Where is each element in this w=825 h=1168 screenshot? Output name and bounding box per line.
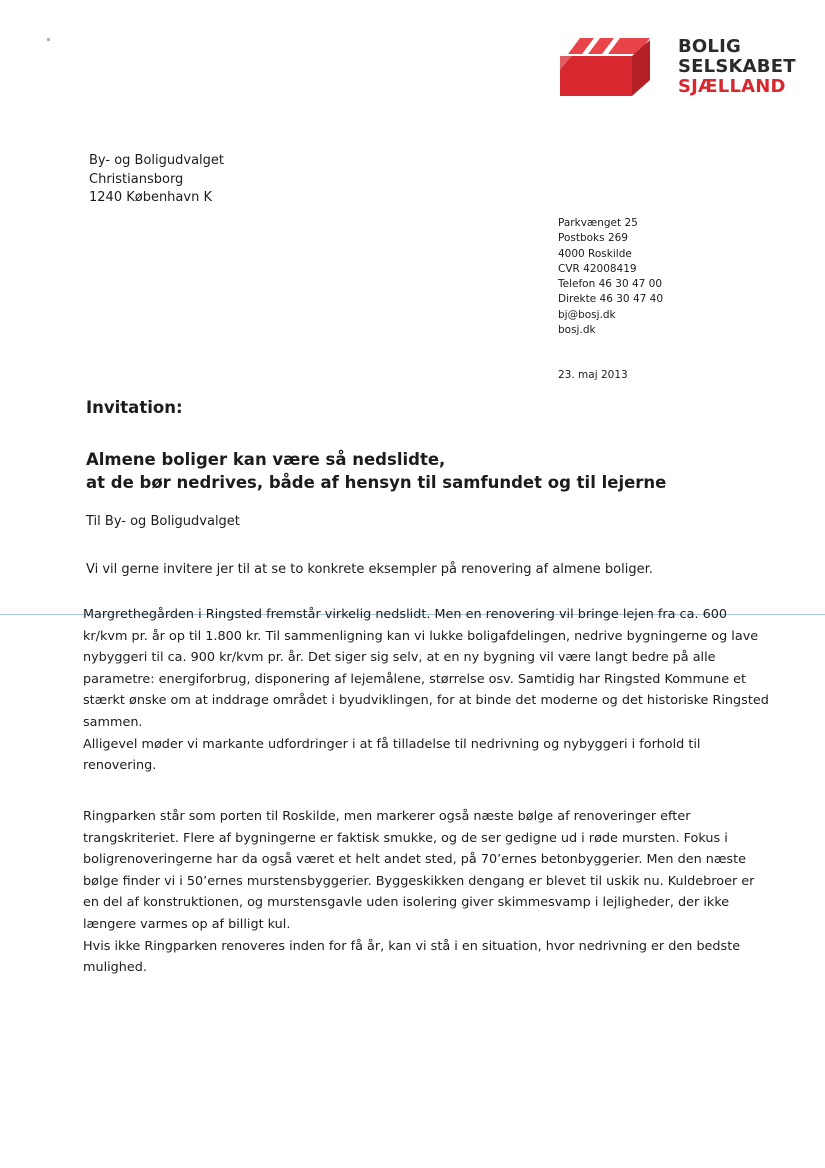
paragraph-line: stærkt ønske om at inddrage området i byudviklingen, for at binde det moderne og det historiske Ringsted [83,693,769,709]
paragraph-line: nybyggeri til ca. 900 kr/kvm pr. år. Det siger sig selv, at en ny bygning vil være langt bedre på alle [83,650,716,666]
paragraph-line: sammen. [83,714,143,730]
paragraph-line: renovering. [83,758,157,774]
intro-paragraph: Vi vil gerne invitere jer til at se to konkrete eksempler på renovering af almene boliger. [86,562,653,577]
letter-headline [86,448,666,494]
salutation: Til By- og Boligudvalget [86,514,240,529]
paragraph-line: længere varmes op af billigt kul. [83,916,291,932]
paragraph-margrethegaarden [83,604,769,777]
recipient-line: 1240 København K [89,190,212,205]
sender-phone: Telefon 46 30 47 00 [558,278,663,291]
letter-heading: Invitation: [86,398,183,417]
logo-line-bolig: BOLIG [678,36,741,57]
paragraph-line: mulighed. [83,960,147,976]
recipient-line: By- og Boligudvalget [89,153,225,168]
paragraph-line: en del af konstruktionen, og murstensgavle uden isolering giver skimmesvamp i lejligheder, der ikke [83,895,730,911]
recipient-address [89,152,224,208]
paragraph-line: Alligevel møder vi markante udfordringer i at få tilladelse til nedrivning og nybyggeri i forhold til [83,736,701,752]
logo-line-selskabet: SELSKABET [678,56,796,77]
sender-direct-phone: Direkte 46 30 47 40 [558,293,663,306]
sender-cvr: CVR 42008419 [558,262,637,275]
house-logo-icon [558,36,654,96]
paragraph-line: trangskriteriet. Flere af bygningerne er faktisk smukke, og de ser gedigne ud i røde mursten. Fokus i [83,830,728,846]
paragraph-line: Margrethegården i Ringsted fremstår virkelig nedslidt. Men en renovering vil bringe lejen fra ca. 600 [83,607,727,622]
paragraph-line: parametre: energiforbrug, disponering af lejemålene, størrelse osv. Samtidig har Ringsted Kommune et [83,671,747,687]
headline-line: at de bør nedrives, både af hensyn til samfundet og til lejerne [86,473,667,492]
headline-line: Almene boliger kan være så nedslidte, [86,450,446,469]
scan-artifact-dot [47,38,50,41]
letter-date: 23. maj 2013 [558,369,628,381]
company-logo [558,36,798,98]
paragraph-ringparken [83,806,763,979]
paragraph-line: Ringparken står som porten til Roskilde, men markerer også næste bølge af renoveringer efter [83,809,691,824]
recipient-line: Christiansborg [89,171,184,187]
sender-street: Parkvænget 25 [558,217,638,229]
logo-line-sjaelland: SJÆLLAND [678,76,786,97]
sender-city: 4000 Roskilde [558,247,632,260]
paragraph-line: boligrenoveringerne har da også været et helt andet sted, på 70’ernes betonbyggerier. Men den næste [83,852,746,868]
sender-email: bj@bosj.dk [558,308,616,321]
sender-pobox: Postboks 269 [558,232,628,245]
paragraph-line: Hvis ikke Ringparken renoveres inden for få år, kan vi stå i en situation, hvor nedrivning er den bedste [83,938,741,954]
paragraph-line: kr/kvm pr. år op til 1.800 kr. Til sammenligning kan vi lukke boligafdelingen, nedrive bygningerne og lave [83,628,759,644]
sender-website: bosj.dk [558,324,596,337]
paragraph-line: bølge finder vi i 50’ernes murstensbyggerier. Byggeskikken dengang er blevet til uskik nu. Kuldebroer er [83,873,755,889]
sender-details [558,216,663,338]
logo-wordmark [678,37,796,97]
